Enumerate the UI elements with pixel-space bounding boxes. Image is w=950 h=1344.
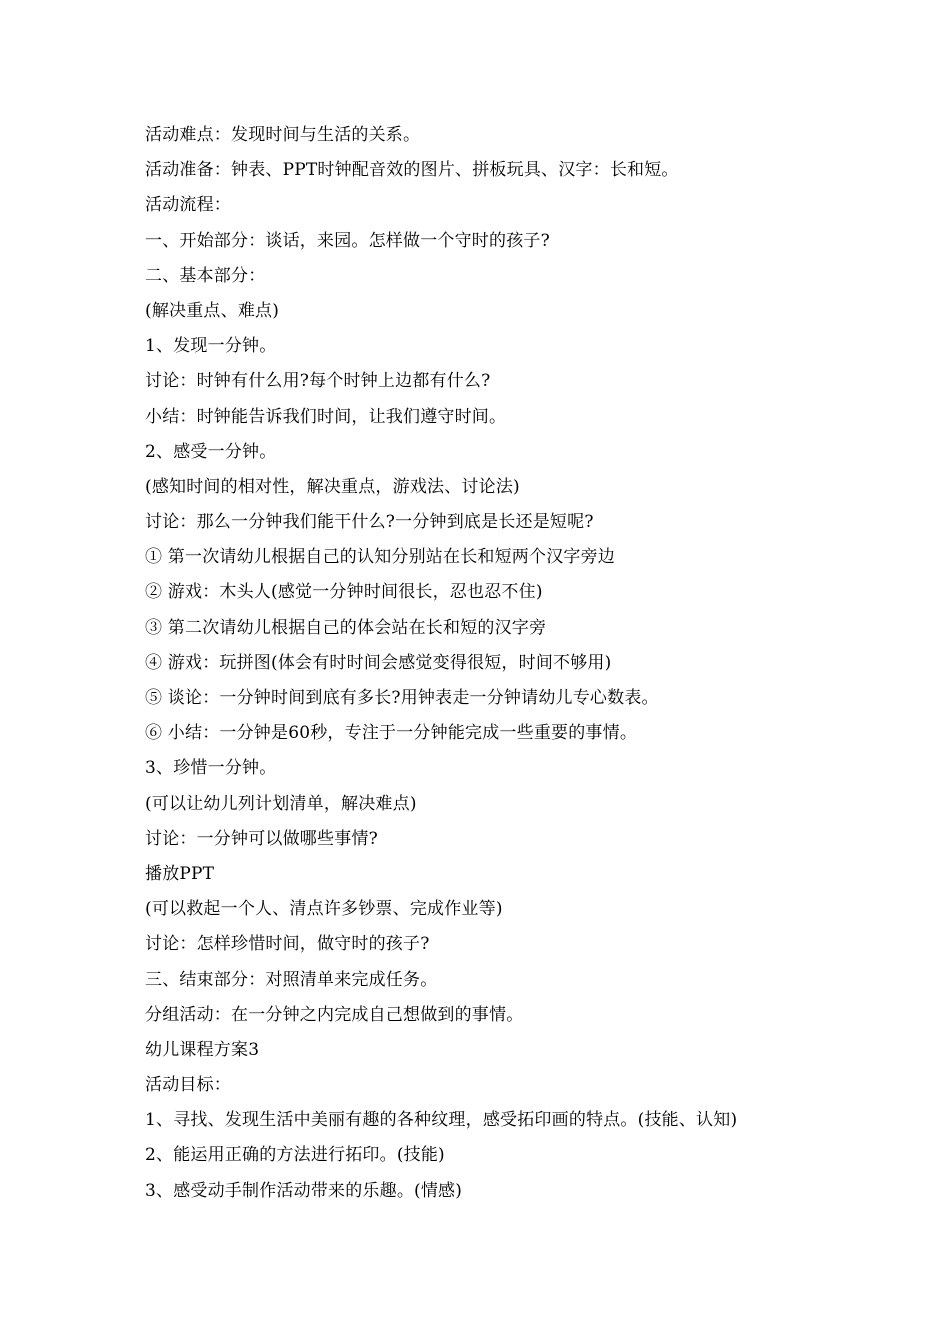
text-line: (可以让幼儿列计划清单，解决难点)	[145, 793, 417, 814]
text-line: 3、感受动手制作活动带来的乐趣。(情感)	[145, 1180, 463, 1201]
document-body	[145, 118, 845, 1209]
text-line: 二、基本部分：	[145, 265, 266, 286]
section-heading: 幼儿课程方案3	[145, 1039, 260, 1060]
text-line: 1、寻找、发现生活中美丽有趣的各种纹理，感受拓印画的特点。(技能、认知)	[145, 1110, 738, 1131]
text-line: ② 游戏：木头人(感觉一分钟时间很长，忍也忍不住)	[145, 582, 543, 603]
text-line: 2、感受一分钟。	[145, 441, 277, 462]
text-line: 活动难点：发现时间与生活的关系。	[145, 125, 421, 145]
text-line: 三、结束部分：对照清单来完成任务。	[145, 969, 438, 990]
text-line: 3、珍惜一分钟。	[145, 758, 277, 779]
text-line: 活动目标：	[145, 1075, 231, 1096]
text-line: 讨论：时钟有什么用?每个时钟上边都有什么?	[145, 371, 491, 392]
text-line: (可以救起一个人、清点许多钞票、完成作业等)	[145, 899, 503, 920]
text-line: 活动准备：钟表、PPT时钟配音效的图片、拼板玩具、汉字：长和短。	[145, 160, 679, 181]
text-line: 1、发现一分钟。	[145, 336, 277, 357]
text-line: 活动流程：	[145, 195, 231, 216]
text-line: 分组活动：在一分钟之内完成自己想做到的事情。	[145, 1004, 524, 1025]
text-line: 讨论：那么一分钟我们能干什么?一分钟到底是长还是短呢?	[145, 512, 594, 533]
text-line: ⑥ 小结：一分钟是60秒，专注于一分钟能完成一些重要的事情。	[145, 723, 638, 744]
text-line: 小结：时钟能告诉我们时间，让我们遵守时间。	[145, 406, 507, 427]
text-line: ④ 游戏：玩拼图(体会有时时间会感觉变得很短，时间不够用)	[145, 652, 612, 673]
text-line: ① 第一次请幼儿根据自己的认知分别站在长和短两个汉字旁边	[145, 547, 616, 568]
text-line: ⑤ 谈论：一分钟时间到底有多长?用钟表走一分钟请幼儿专心数表。	[145, 688, 659, 708]
text-line: ③ 第二次请幼儿根据自己的体会站在长和短的汉字旁	[145, 617, 547, 638]
text-line: 讨论：怎样珍惜时间，做守时的孩子?	[145, 934, 430, 955]
text-line: (感知时间的相对性，解决重点，游戏法、讨论法)	[145, 476, 520, 497]
text-line: 讨论：一分钟可以做哪些事情?	[145, 828, 378, 849]
text-line: 播放PPT	[145, 863, 215, 884]
text-line: (解决重点、难点)	[145, 300, 280, 321]
text-line: 2、能运用正确的方法进行拓印。(技能)	[145, 1145, 445, 1166]
text-line: 一、开始部分：谈话，来园。怎样做一个守时的孩子?	[145, 230, 550, 251]
